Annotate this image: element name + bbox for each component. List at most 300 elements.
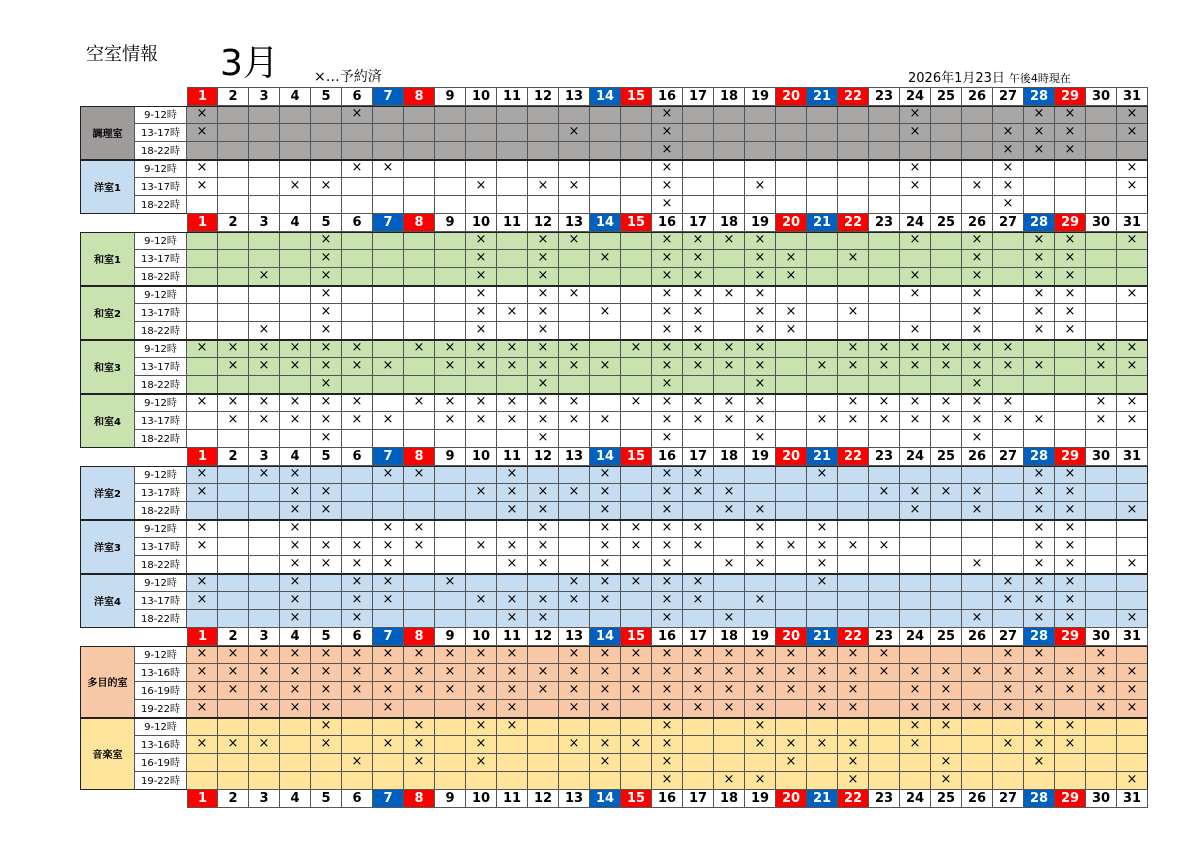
reserved-mark: × <box>590 664 621 682</box>
reserved-mark: × <box>683 394 714 412</box>
slot-cell <box>838 232 869 250</box>
slot-cell <box>249 178 280 196</box>
slot-cell <box>838 142 869 160</box>
slot-cell <box>993 538 1024 556</box>
slot-cell <box>1086 376 1117 394</box>
day-header: 28 <box>1024 448 1055 466</box>
slot-cell <box>807 178 838 196</box>
slot-cell <box>714 736 745 754</box>
time-slot-label: 9-12時 <box>135 394 187 412</box>
slot-cell <box>838 484 869 502</box>
slot-cell <box>807 754 838 772</box>
slot-cell <box>1117 196 1148 214</box>
day-header: 14 <box>590 448 621 466</box>
reserved-mark: × <box>900 682 931 700</box>
reserved-mark: × <box>1117 682 1148 700</box>
room-label: 和室4 <box>80 394 135 448</box>
time-slot-label: 9-12時 <box>135 232 187 250</box>
reserved-mark: × <box>993 592 1024 610</box>
slot-cell <box>373 250 404 268</box>
reserved-mark: × <box>807 736 838 754</box>
slot-cell <box>435 142 466 160</box>
slot-cell <box>497 124 528 142</box>
reserved-mark: × <box>342 664 373 682</box>
reserved-mark: × <box>993 700 1024 718</box>
time-slot-label: 9-12時 <box>135 286 187 304</box>
reserved-mark: × <box>1117 106 1148 124</box>
time-slot-label: 16-19時 <box>135 754 187 772</box>
slot-cell <box>249 556 280 574</box>
slot-cell <box>714 106 745 124</box>
reserved-mark: × <box>311 412 342 430</box>
slot-cell <box>993 484 1024 502</box>
day-header: 11 <box>497 628 528 646</box>
slot-cell <box>869 772 900 790</box>
slot-cell <box>528 754 559 772</box>
day-header: 5 <box>311 88 342 106</box>
reserved-mark: × <box>280 520 311 538</box>
reserved-mark: × <box>683 466 714 484</box>
day-header: 31 <box>1117 628 1148 646</box>
day-header: 20 <box>776 214 807 232</box>
slot-cell <box>683 106 714 124</box>
reserved-mark: × <box>1024 754 1055 772</box>
reserved-mark: × <box>745 322 776 340</box>
reserved-mark: × <box>807 574 838 592</box>
reserved-mark: × <box>1055 268 1086 286</box>
reserved-mark: × <box>1055 556 1086 574</box>
reserved-mark: × <box>1117 124 1148 142</box>
reserved-mark: × <box>869 664 900 682</box>
slot-cell <box>621 754 652 772</box>
reserved-mark: × <box>683 520 714 538</box>
slot-cell <box>776 718 807 736</box>
slot-cell <box>466 160 497 178</box>
slot-cell <box>807 268 838 286</box>
reserved-mark: × <box>776 664 807 682</box>
slot-cell <box>931 610 962 628</box>
slot-cell <box>993 106 1024 124</box>
reserved-mark: × <box>714 232 745 250</box>
slot-cell <box>466 610 497 628</box>
day-header: 18 <box>714 448 745 466</box>
reserved-mark: × <box>1117 340 1148 358</box>
day-header: 9 <box>435 88 466 106</box>
day-header: 28 <box>1024 88 1055 106</box>
reserved-mark: × <box>342 160 373 178</box>
slot-cell <box>714 142 745 160</box>
reserved-mark: × <box>342 412 373 430</box>
day-header: 10 <box>466 790 497 808</box>
reserved-mark: × <box>745 358 776 376</box>
slot-cell <box>218 466 249 484</box>
reserved-mark: × <box>745 718 776 736</box>
time-slot-label: 9-12時 <box>135 340 187 358</box>
slot-cell <box>776 124 807 142</box>
reserved-mark: × <box>311 484 342 502</box>
reserved-mark: × <box>311 718 342 736</box>
slot-cell <box>683 178 714 196</box>
reserved-mark: × <box>714 556 745 574</box>
slot-cell <box>187 718 218 736</box>
day-header: 12 <box>528 88 559 106</box>
slot-cell <box>1086 574 1117 592</box>
slot-cell <box>962 592 993 610</box>
slot-cell <box>807 124 838 142</box>
day-header: 1 <box>187 88 218 106</box>
slot-cell <box>435 466 466 484</box>
slot-cell <box>218 520 249 538</box>
reserved-mark: × <box>435 664 466 682</box>
reserved-mark: × <box>559 484 590 502</box>
reserved-mark: × <box>652 430 683 448</box>
slot-cell <box>280 322 311 340</box>
slot-cell <box>869 286 900 304</box>
day-header: 29 <box>1055 214 1086 232</box>
reserved-mark: × <box>1024 718 1055 736</box>
reserved-mark: × <box>497 556 528 574</box>
day-header: 6 <box>342 88 373 106</box>
slot-cell <box>621 268 652 286</box>
slot-cell <box>435 520 466 538</box>
slot-cell <box>590 772 621 790</box>
reserved-mark: × <box>807 664 838 682</box>
slot-cell <box>869 520 900 538</box>
slot-cell <box>311 466 342 484</box>
slot-cell <box>962 538 993 556</box>
slot-cell <box>714 322 745 340</box>
slot-cell <box>838 160 869 178</box>
day-header: 22 <box>838 790 869 808</box>
slot-cell <box>993 520 1024 538</box>
slot-cell <box>1055 412 1086 430</box>
reserved-mark: × <box>404 466 435 484</box>
slot-cell <box>311 610 342 628</box>
time-slot-label: 13-16時 <box>135 664 187 682</box>
slot-cell <box>311 106 342 124</box>
slot-cell <box>435 124 466 142</box>
time-slot-label: 18-22時 <box>135 268 187 286</box>
slot-cell <box>776 556 807 574</box>
slot-cell <box>993 250 1024 268</box>
day-header: 18 <box>714 628 745 646</box>
reserved-mark: × <box>1086 646 1117 664</box>
slot-cell <box>590 142 621 160</box>
slot-cell <box>280 106 311 124</box>
slot-cell <box>528 736 559 754</box>
reserved-mark: × <box>683 664 714 682</box>
reserved-mark: × <box>652 700 683 718</box>
reserved-mark: × <box>1024 700 1055 718</box>
slot-cell <box>776 430 807 448</box>
day-header: 9 <box>435 448 466 466</box>
slot-cell <box>1086 160 1117 178</box>
slot-cell <box>373 304 404 322</box>
reserved-mark: × <box>652 520 683 538</box>
day-header: 20 <box>776 88 807 106</box>
reserved-mark: × <box>342 340 373 358</box>
time-slot-label: 18-22時 <box>135 610 187 628</box>
reserved-mark: × <box>1055 106 1086 124</box>
day-header: 23 <box>869 214 900 232</box>
slot-cell <box>1086 124 1117 142</box>
room-label: 和室3 <box>80 340 135 394</box>
reserved-mark: × <box>776 538 807 556</box>
slot-cell <box>373 718 404 736</box>
slot-cell <box>435 718 466 736</box>
slot-cell <box>404 268 435 286</box>
slot-cell <box>373 196 404 214</box>
day-header: 17 <box>683 628 714 646</box>
slot-cell <box>249 124 280 142</box>
slot-cell <box>869 466 900 484</box>
day-header: 4 <box>280 628 311 646</box>
reserved-mark: × <box>342 754 373 772</box>
slot-cell <box>714 250 745 268</box>
day-header: 18 <box>714 790 745 808</box>
reserved-mark: × <box>838 394 869 412</box>
slot-cell <box>466 106 497 124</box>
reserved-mark: × <box>435 682 466 700</box>
reserved-mark: × <box>249 664 280 682</box>
slot-cell <box>931 178 962 196</box>
reserved-mark: × <box>1117 286 1148 304</box>
slot-cell <box>497 736 528 754</box>
slot-cell <box>559 502 590 520</box>
slot-cell <box>993 286 1024 304</box>
time-slot-label: 9-12時 <box>135 646 187 664</box>
day-header: 24 <box>900 214 931 232</box>
reserved-mark: × <box>497 664 528 682</box>
slot-cell <box>590 340 621 358</box>
slot-cell <box>249 538 280 556</box>
reserved-mark: × <box>218 358 249 376</box>
reserved-mark: × <box>652 142 683 160</box>
day-header: 10 <box>466 214 497 232</box>
reserved-mark: × <box>373 646 404 664</box>
reserved-mark: × <box>652 592 683 610</box>
slot-cell <box>776 520 807 538</box>
slot-cell <box>621 718 652 736</box>
slot-cell <box>249 106 280 124</box>
reserved-mark: × <box>559 286 590 304</box>
slot-cell <box>373 106 404 124</box>
reserved-mark: × <box>497 412 528 430</box>
slot-cell <box>218 304 249 322</box>
day-header: 2 <box>218 790 249 808</box>
time-slot-label: 9-12時 <box>135 520 187 538</box>
reserved-mark: × <box>652 772 683 790</box>
reserved-mark: × <box>652 268 683 286</box>
reserved-mark: × <box>466 646 497 664</box>
slot-cell <box>404 160 435 178</box>
reserved-mark: × <box>745 772 776 790</box>
slot-cell <box>900 610 931 628</box>
slot-cell <box>993 466 1024 484</box>
slot-cell <box>249 754 280 772</box>
slot-cell <box>1055 700 1086 718</box>
reserved-mark: × <box>962 286 993 304</box>
slot-cell <box>962 574 993 592</box>
reserved-mark: × <box>311 502 342 520</box>
day-header: 8 <box>404 628 435 646</box>
reserved-mark: × <box>962 502 993 520</box>
reserved-mark: × <box>373 160 404 178</box>
reserved-mark: × <box>311 376 342 394</box>
day-header: 2 <box>218 88 249 106</box>
reserved-mark: × <box>342 574 373 592</box>
slot-cell <box>249 592 280 610</box>
reserved-mark: × <box>435 574 466 592</box>
reserved-mark: × <box>404 736 435 754</box>
day-header: 25 <box>931 214 962 232</box>
slot-cell <box>838 556 869 574</box>
slot-cell <box>435 160 466 178</box>
slot-cell <box>962 520 993 538</box>
slot-cell <box>1117 430 1148 448</box>
slot-cell <box>838 106 869 124</box>
day-header: 24 <box>900 448 931 466</box>
day-header: 19 <box>745 88 776 106</box>
slot-cell <box>807 610 838 628</box>
slot-cell <box>249 772 280 790</box>
day-header: 23 <box>869 628 900 646</box>
slot-cell <box>249 520 280 538</box>
day-header: 30 <box>1086 448 1117 466</box>
reserved-mark: × <box>497 484 528 502</box>
slot-cell <box>218 232 249 250</box>
slot-cell <box>776 412 807 430</box>
slot-cell <box>1086 592 1117 610</box>
slot-cell <box>280 250 311 268</box>
slot-cell <box>776 610 807 628</box>
slot-cell <box>435 196 466 214</box>
reserved-mark: × <box>1086 682 1117 700</box>
slot-cell <box>931 502 962 520</box>
slot-cell <box>776 484 807 502</box>
reserved-mark: × <box>714 772 745 790</box>
slot-cell <box>404 250 435 268</box>
slot-cell <box>621 610 652 628</box>
day-header: 16 <box>652 214 683 232</box>
reserved-mark: × <box>373 466 404 484</box>
reserved-mark: × <box>869 358 900 376</box>
reserved-mark: × <box>652 412 683 430</box>
slot-cell <box>590 232 621 250</box>
reserved-mark: × <box>807 682 838 700</box>
reserved-mark: × <box>745 556 776 574</box>
reserved-mark: × <box>342 682 373 700</box>
reserved-mark: × <box>435 394 466 412</box>
time-slot-label: 18-22時 <box>135 502 187 520</box>
day-header: 1 <box>187 448 218 466</box>
reserved-mark: × <box>652 340 683 358</box>
slot-cell <box>435 376 466 394</box>
reserved-mark: × <box>218 736 249 754</box>
reserved-mark: × <box>683 574 714 592</box>
slot-cell <box>373 376 404 394</box>
day-header: 25 <box>931 790 962 808</box>
day-header: 15 <box>621 448 652 466</box>
slot-cell <box>683 754 714 772</box>
reserved-mark: × <box>528 430 559 448</box>
day-header: 23 <box>869 448 900 466</box>
day-header: 24 <box>900 628 931 646</box>
reserved-mark: × <box>931 412 962 430</box>
reserved-mark: × <box>497 394 528 412</box>
reserved-mark: × <box>962 358 993 376</box>
time-slot-label: 9-12時 <box>135 718 187 736</box>
reserved-mark: × <box>1117 772 1148 790</box>
reserved-mark: × <box>621 538 652 556</box>
slot-cell <box>218 106 249 124</box>
reserved-mark: × <box>280 466 311 484</box>
reserved-mark: × <box>1055 610 1086 628</box>
reserved-mark: × <box>714 358 745 376</box>
slot-cell <box>776 286 807 304</box>
slot-cell <box>373 124 404 142</box>
slot-cell <box>776 394 807 412</box>
reserved-mark: × <box>900 502 931 520</box>
slot-cell <box>1086 610 1117 628</box>
slot-cell <box>187 358 218 376</box>
slot-cell <box>838 610 869 628</box>
slot-cell <box>869 178 900 196</box>
reserved-mark: × <box>187 484 218 502</box>
slot-cell <box>1086 268 1117 286</box>
reserved-mark: × <box>652 124 683 142</box>
slot-cell <box>404 196 435 214</box>
slot-cell <box>249 196 280 214</box>
reserved-mark: × <box>528 502 559 520</box>
slot-cell <box>931 520 962 538</box>
reserved-mark: × <box>187 520 218 538</box>
reserved-mark: × <box>373 574 404 592</box>
day-header: 22 <box>838 214 869 232</box>
reserved-mark: × <box>652 646 683 664</box>
reserved-mark: × <box>590 304 621 322</box>
reserved-mark: × <box>435 412 466 430</box>
reserved-mark: × <box>745 520 776 538</box>
reserved-mark: × <box>280 592 311 610</box>
slot-cell <box>931 322 962 340</box>
day-header: 14 <box>590 628 621 646</box>
slot-cell <box>993 268 1024 286</box>
day-header: 20 <box>776 628 807 646</box>
slot-cell <box>435 304 466 322</box>
slot-cell <box>900 592 931 610</box>
day-header: 10 <box>466 88 497 106</box>
reserved-mark: × <box>900 286 931 304</box>
slot-cell <box>435 610 466 628</box>
reserved-mark: × <box>1055 682 1086 700</box>
slot-cell <box>435 430 466 448</box>
slot-cell <box>249 502 280 520</box>
slot-cell <box>590 160 621 178</box>
slot-cell <box>714 538 745 556</box>
reserved-mark: × <box>280 484 311 502</box>
reserved-mark: × <box>1024 142 1055 160</box>
reserved-mark: × <box>466 268 497 286</box>
reserved-mark: × <box>311 250 342 268</box>
reserved-mark: × <box>745 682 776 700</box>
reserved-mark: × <box>311 556 342 574</box>
slot-cell <box>931 232 962 250</box>
slot-cell <box>807 772 838 790</box>
day-header: 9 <box>435 790 466 808</box>
slot-cell <box>404 556 435 574</box>
slot-cell <box>404 574 435 592</box>
